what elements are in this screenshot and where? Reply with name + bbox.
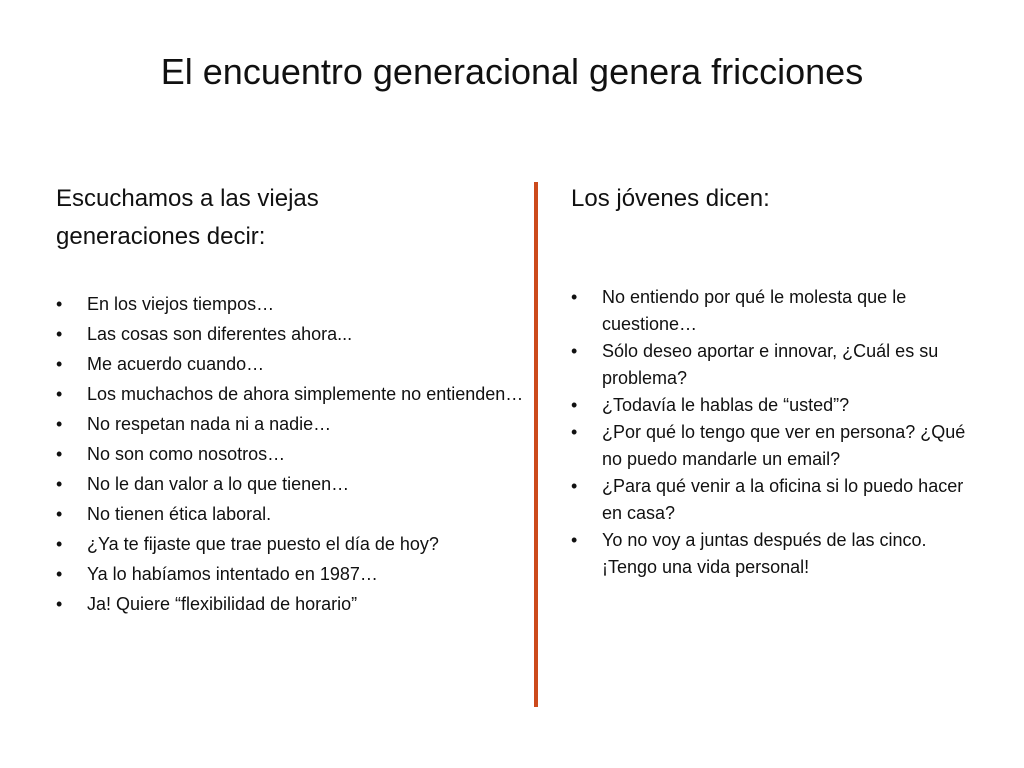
list-item	[56, 564, 526, 585]
bullet-icon: •	[56, 444, 63, 464]
list-item-text: Ya lo habíamos intentado en 1987…	[87, 564, 378, 584]
old-generations-list	[56, 294, 526, 615]
old-generations-heading: Escuchamos a las viejas generaciones decir:	[56, 185, 319, 250]
young-generations-column	[571, 180, 981, 581]
list-item	[571, 338, 981, 392]
bullet-icon: •	[56, 534, 63, 554]
list-item-text: ¿Por qué lo tengo que ver en persona? ¿Qué no puedo mandarle un email?	[602, 422, 966, 469]
list-item-text: ¿Para qué venir a la oficina si lo puedo hacer en casa?	[602, 476, 964, 523]
list-item	[56, 294, 526, 315]
column-divider	[534, 182, 538, 707]
list-item	[56, 414, 526, 435]
young-generations-list	[571, 284, 981, 581]
old-generations-column	[56, 180, 526, 624]
bullet-icon: •	[571, 422, 578, 442]
young-generations-heading: Los jóvenes dicen:	[571, 185, 770, 212]
bullet-icon: •	[56, 594, 63, 614]
list-item	[56, 324, 526, 345]
list-item-text: No respetan nada ni a nadie…	[87, 414, 332, 434]
bullet-icon: •	[56, 324, 63, 344]
list-item-text: Me acuerdo cuando…	[87, 354, 265, 374]
bullet-icon: •	[56, 414, 63, 434]
list-item-text: Los muchachos de ahora simplemente no entienden…	[87, 384, 524, 404]
bullet-icon: •	[56, 384, 63, 404]
list-item-text: No son como nosotros…	[87, 444, 286, 464]
list-item	[571, 527, 981, 581]
list-item	[56, 474, 526, 495]
list-item	[571, 419, 981, 473]
bullet-icon: •	[56, 504, 63, 524]
list-item	[56, 444, 526, 465]
slide-title: El encuentro generacional genera fricciones	[160, 51, 864, 92]
bullet-icon: •	[56, 294, 63, 314]
list-item-text: ¿Todavía le hablas de “usted”?	[602, 395, 850, 415]
list-item-text: No le dan valor a lo que tienen…	[87, 474, 350, 494]
list-item-text: No entiendo por qué le molesta que le cuestione…	[602, 287, 907, 334]
bullet-icon: •	[571, 395, 578, 415]
bullet-icon: •	[571, 476, 578, 496]
list-item	[56, 534, 526, 555]
bullet-icon: •	[56, 354, 63, 374]
bullet-icon: •	[571, 287, 578, 307]
list-item-text: No tienen ética laboral.	[87, 504, 272, 524]
list-item-text: Las cosas son diferentes ahora...	[87, 324, 353, 344]
list-item	[571, 284, 981, 338]
list-item	[56, 384, 526, 405]
bullet-icon: •	[571, 341, 578, 361]
list-item	[571, 473, 981, 527]
list-item	[56, 354, 526, 375]
list-item	[56, 594, 526, 615]
list-item	[571, 392, 981, 419]
bullet-icon: •	[56, 564, 63, 584]
bullet-icon: •	[56, 474, 63, 494]
list-item	[56, 504, 526, 525]
list-item-text: En los viejos tiempos…	[87, 294, 275, 314]
list-item-text: Sólo deseo aportar e innovar, ¿Cuál es su problema?	[602, 341, 939, 388]
bullet-icon: •	[571, 530, 578, 550]
list-item-text: Yo no voy a juntas después de las cinco. ¡Tengo una vida personal!	[602, 530, 927, 577]
list-item-text: Ja! Quiere “flexibilidad de horario”	[87, 594, 358, 614]
list-item-text: ¿Ya te fijaste que trae puesto el día de hoy?	[87, 534, 439, 554]
